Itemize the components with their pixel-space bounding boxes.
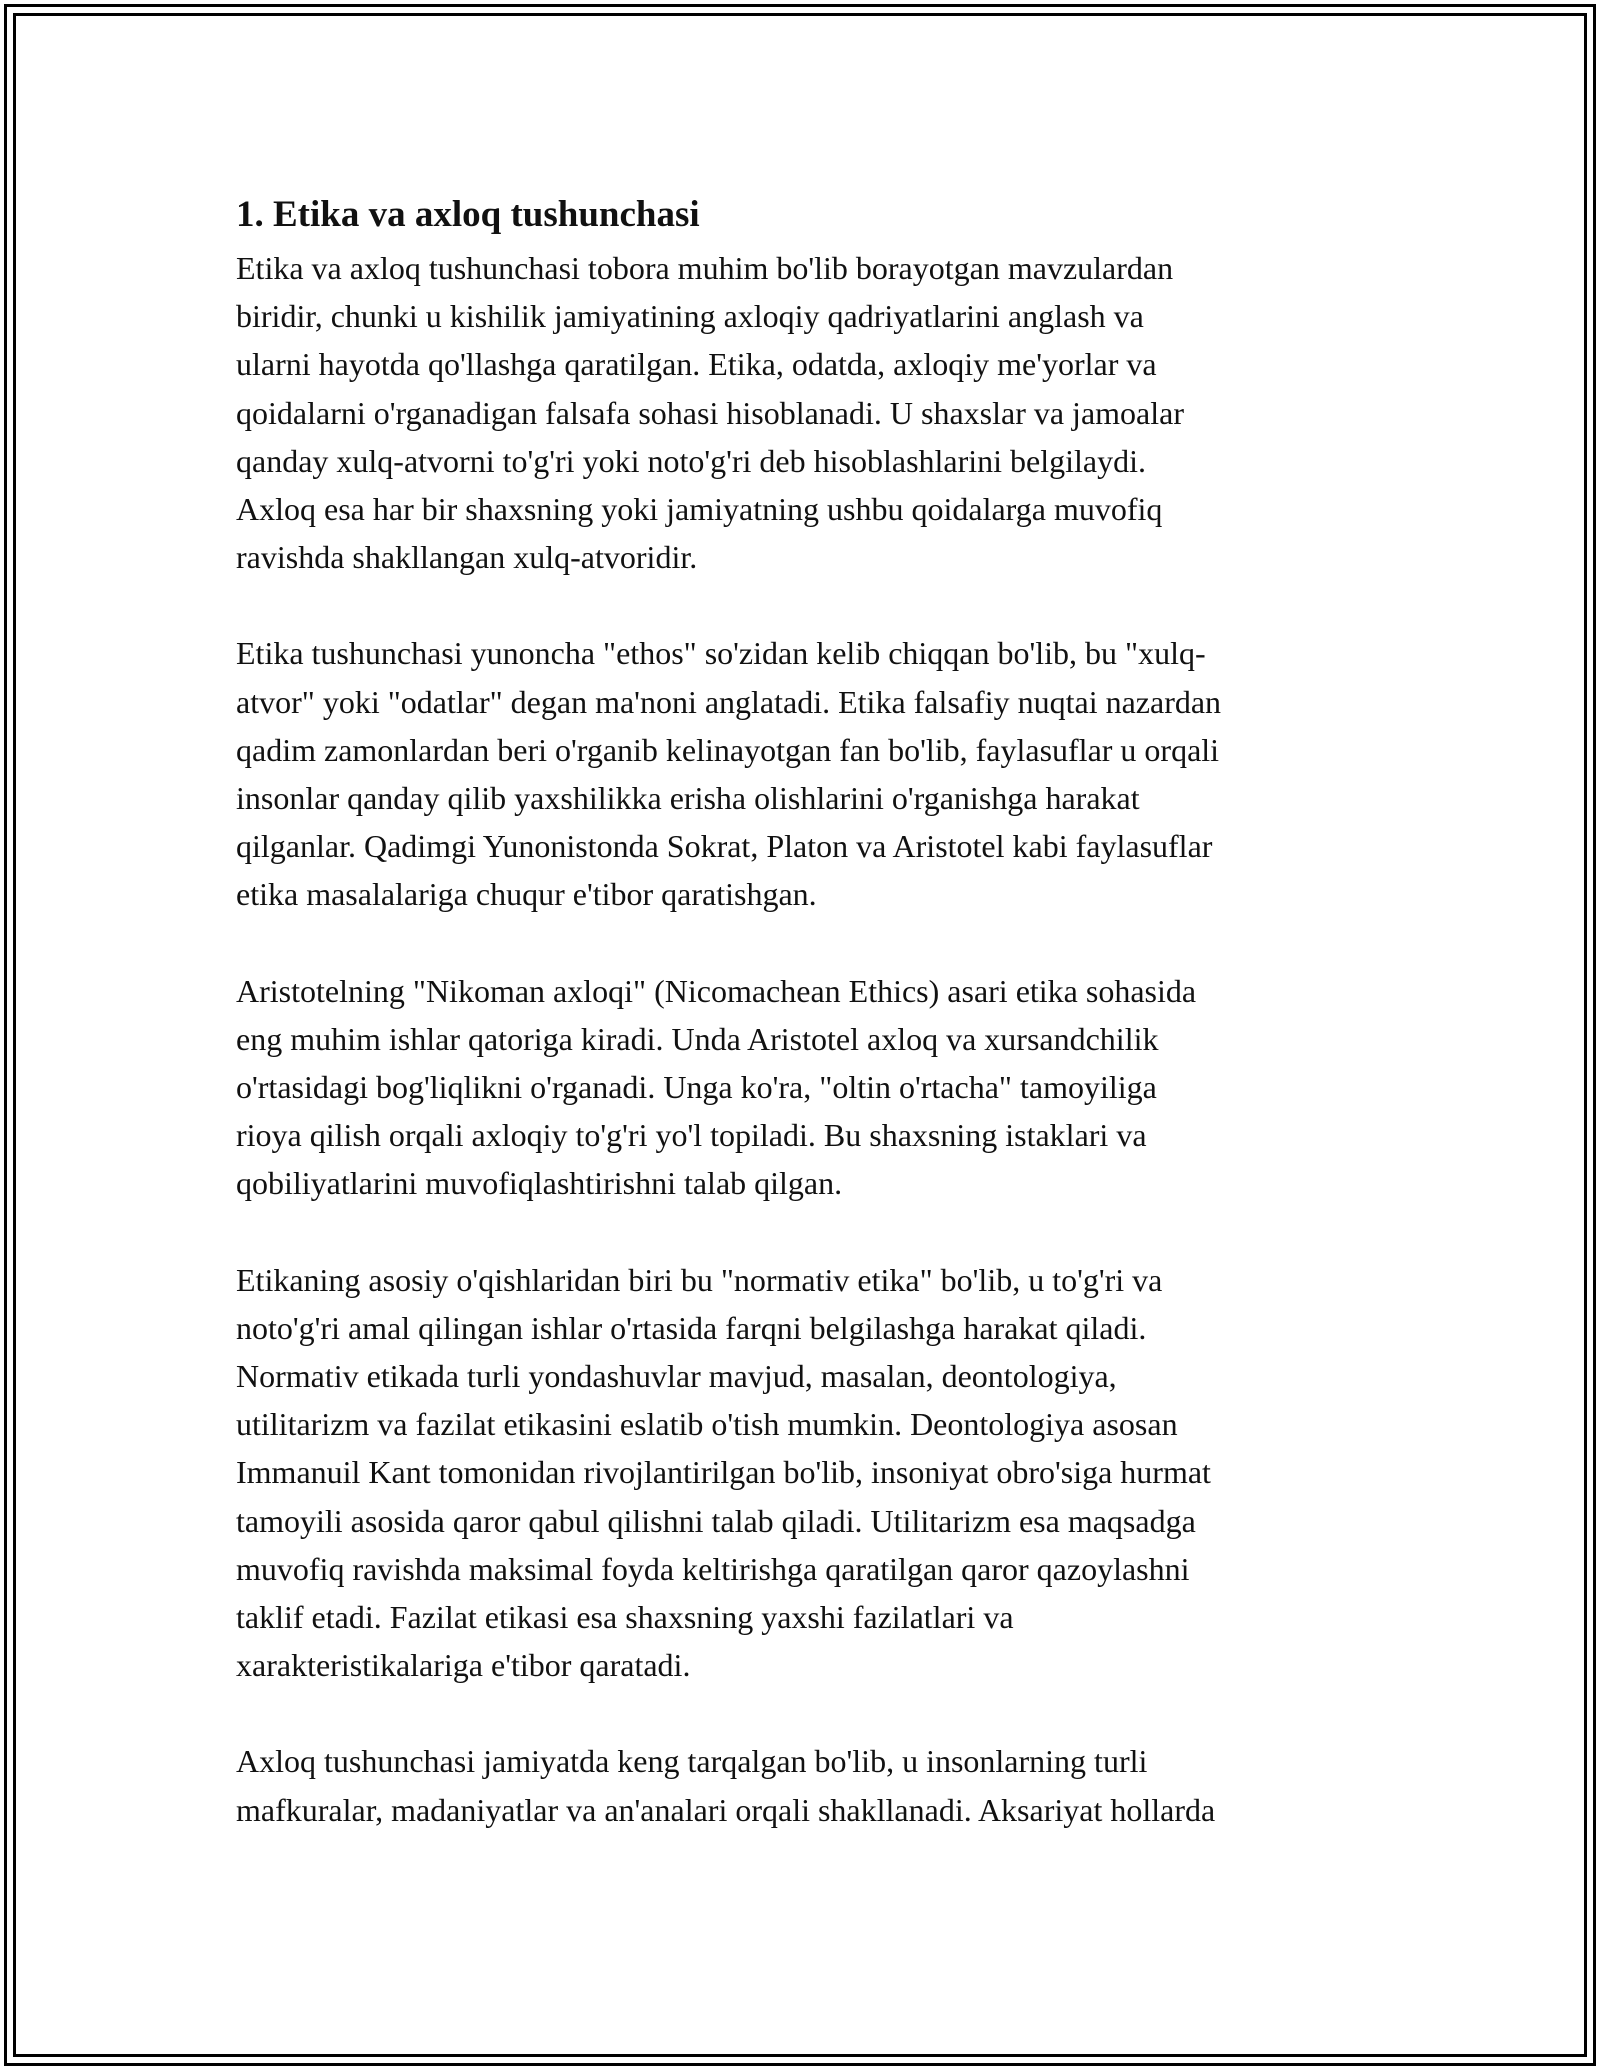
text-line: noto'g'ri amal qilingan ishlar o'rtasida farqni belgilashga harakat qiladi.: [236, 1309, 1147, 1346]
paragraph-2: [236, 629, 1372, 918]
text-line: Normativ etikada turli yondashuvlar mavjud, masalan, deontologiya,: [236, 1358, 1117, 1395]
text-line: qanday xulq-atvorni to'g'ri yoki noto'g'ri deb hisoblashlarini belgilaydi.: [236, 442, 1147, 479]
text-line: rioya qilish orqali axloqiy to'g'ri yo'l topiladi. Bu shaxsning istaklari va: [236, 1117, 1147, 1154]
paragraph-5: [236, 1737, 1372, 1833]
paragraph-3: [236, 967, 1372, 1208]
text-line: qilganlar. Qadimgi Yunonistonda Sokrat, Platon va Aristotel kabi faylasuflar: [236, 828, 1213, 865]
text-line: insonlar qanday qilib yaxshilikka erisha olishlarini o'rganishga harakat: [236, 780, 1140, 817]
text-line: taklif etadi. Fazilat etikasi esa shaxsning yaxshi fazilatlari va: [236, 1599, 1014, 1636]
text-line: qoidalarni o'rganadigan falsafa sohasi hisoblanadi. U shaxslar va jamoalar: [236, 394, 1184, 431]
text-line: Etika va axloq tushunchasi tobora muhim bo'lib borayotgan mavzulardan: [236, 250, 1174, 286]
text-line: o'rtasidagi bog'liqlikni o'rganadi. Unga ko'ra, "oltin o'rtacha" tamoyiliga: [236, 1069, 1157, 1106]
text-line: ularni hayotda qo'llashga qaratilgan. Etika, odatda, axloqiy me'yorlar va: [236, 346, 1157, 383]
text-line: ravishda shakllangan xulq-atvoridir.: [236, 539, 698, 576]
text-line: Etikaning asosiy o'qishlaridan biri bu "normativ etika" bo'lib, u to'g'ri va: [236, 1261, 1163, 1298]
text-line: Axloq tushunchasi jamiyatda keng tarqalgan bo'lib, u insonlarning turli: [236, 1743, 1148, 1780]
text-line: xarakteristikalariga e'tibor qaratadi.: [236, 1647, 691, 1684]
document-body: [236, 186, 1372, 1882]
text-line: etika masalalariga chuqur e'tibor qaratishgan.: [236, 876, 817, 913]
paragraph-1: [236, 244, 1372, 581]
text-line: Aristotelning "Nikoman axloqi" (Nicomachean Ethics) asari etika sohasida: [236, 972, 1197, 1009]
text-line: biridir, chunki u kishilik jamiyatining axloqiy qadriyatlarini anglash va: [236, 298, 1144, 335]
text-line: qadim zamonlardan beri o'rganib kelinayotgan fan bo'lib, faylasuflar u orqali: [236, 731, 1220, 768]
text-line: eng muhim ishlar qatoriga kiradi. Unda Aristotel axloq va xursandchilik: [236, 1020, 1159, 1057]
text-line: muvofiq ravishda maksimal foyda keltirishga qaratilgan qaror qazoylashni: [236, 1550, 1190, 1587]
text-line: utilitarizm va fazilat etikasini eslatib o'tish mumkin. Deontologiya asosan: [236, 1406, 1178, 1443]
text-line: Immanuil Kant tomonidan rivojlantirilgan bo'lib, insoniyat obro'siga hurmat: [236, 1454, 1211, 1491]
section-heading: 1. Etika va axloq tushunchasi: [236, 194, 700, 235]
text-line: tamoyili asosida qaror qabul qilishni talab qiladi. Utilitarizm esa maqsadga: [236, 1502, 1196, 1539]
text-line: Axloq esa har bir shaxsning yoki jamiyatning ushbu qoidalarga muvofiq: [236, 491, 1163, 528]
text-line: Etika tushunchasi yunoncha "ethos" so'zidan kelib chiqqan bo'lib, bu "xulq-: [236, 635, 1206, 672]
text-line: atvor" yoki "odatlar" degan ma'noni anglatadi. Etika falsafiy nuqtai nazardan: [236, 683, 1222, 720]
text-line: mafkuralar, madaniyatlar va an'analari orqali shakllanadi. Aksariyat hollarda: [236, 1791, 1216, 1828]
text-line: qobiliyatlarini muvofiqlashtirishni talab qilgan.: [236, 1165, 843, 1202]
paragraph-4: [236, 1256, 1372, 1690]
